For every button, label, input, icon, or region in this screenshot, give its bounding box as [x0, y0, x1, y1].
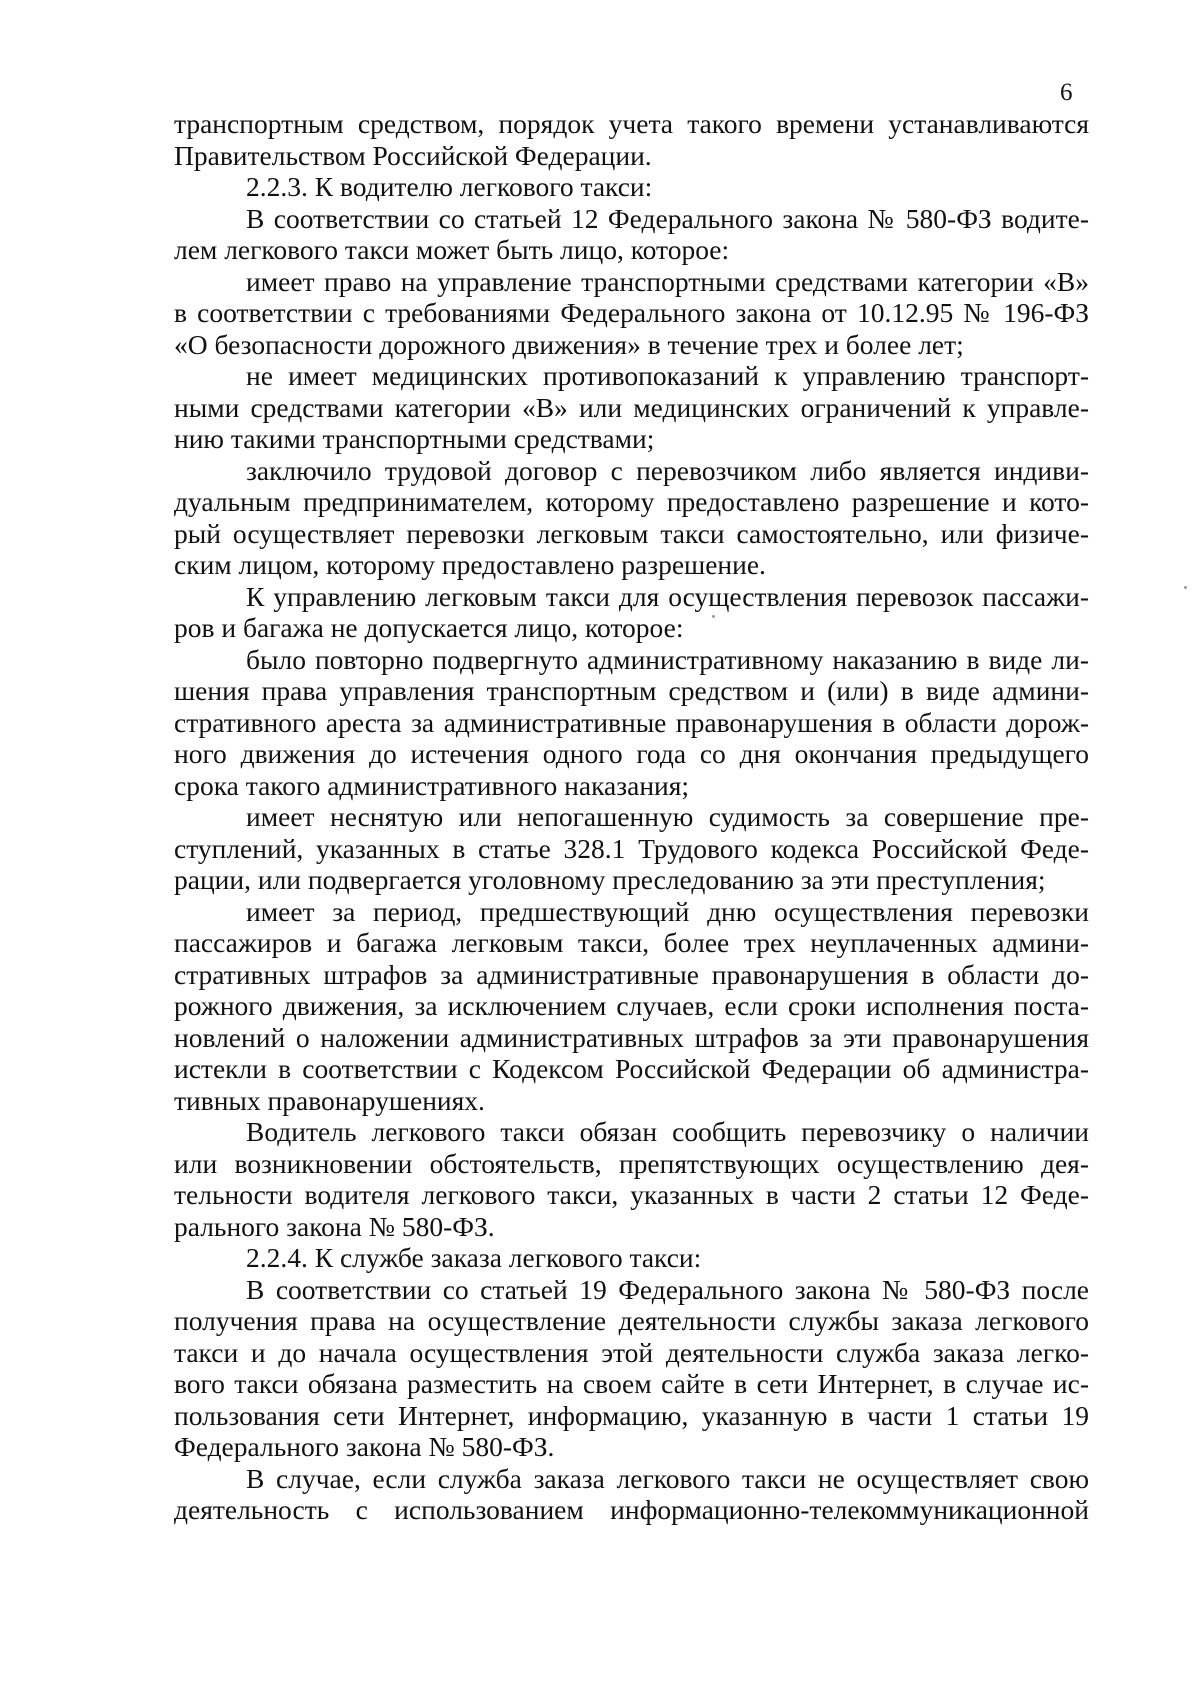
text-line: рожного движения, за исключением случаев, если сроки исполнения поста-	[174, 990, 1089, 1021]
text-line: было повторно подвергнуто административному наказанию в виде ли-	[246, 643, 1089, 675]
text-line: заключило трудовой договор с перевозчиком либо является индиви-	[246, 454, 1089, 486]
text-line: имеет право на управление транспортными средствами категории «В»	[246, 265, 1089, 297]
text-line: 2.2.4. К службе заказа легкового такси:	[246, 1242, 702, 1273]
text-line: имеет неснятую или непогашенную судимость за совершение пре-	[246, 801, 1089, 832]
scan-speck	[712, 615, 715, 618]
text-line: срока такого административного наказания;	[174, 769, 690, 801]
text-line: тивных правонарушениях.	[174, 1084, 485, 1116]
text-line: ров и багажа не допускается лицо, которое:	[174, 612, 684, 643]
text-line: новлений о наложении административных штрафов за эти правонарушения	[174, 1021, 1089, 1053]
text-line: такси и до начала осуществления этой деятельности служба заказа легко-	[174, 1336, 1089, 1368]
text-line: транспортным средством, порядок учета такого времени устанавливаются	[174, 108, 1089, 139]
text-line: В соответствии со статьей 12 Федерального закона № 580-ФЗ водите-	[246, 202, 1089, 234]
text-line: ским лицом, которому предоставлено разрешение.	[174, 549, 766, 580]
text-line: стративных штрафов за административные правонарушения в области до-	[174, 958, 1089, 990]
text-line: нию такими транспортными средствами;	[174, 423, 655, 454]
text-line: или возникновении обстоятельств, препятствующих осуществлению дея-	[174, 1147, 1089, 1179]
text-line: 2.2.3. К водителю легкового такси:	[246, 171, 653, 202]
text-line: Водитель легкового такси обязан сообщить перевозчику о наличии	[246, 1116, 1089, 1147]
text-line: шения права управления транспортным средством и (или) в виде админи-	[174, 675, 1089, 706]
text-line: рации, или подвергается уголовному преследованию за эти преступления;	[174, 864, 1046, 895]
text-line: ного движения до истечения одного года со дня окончания предыдущего	[174, 738, 1089, 769]
text-line: пользования сети Интернет, информацию, указанную в части 1 статьи 19	[174, 1399, 1089, 1431]
text-line: в соответствии с требованиями Федерального закона от 10.12.95 № 196-ФЗ	[174, 297, 1089, 328]
text-line: Федерального закона № 580-ФЗ.	[174, 1431, 555, 1462]
text-line: «О безопасности дорожного движения» в течение трех и более лет;	[174, 328, 964, 360]
text-line: ступлений, указанных в статье 328.1 Трудового кодекса Российской Феде-	[174, 832, 1089, 864]
text-line: В случае, если служба заказа легкового такси не осуществляет свою	[246, 1462, 1089, 1494]
text-line: получения права на осуществление деятельности службы заказа легкового	[174, 1305, 1089, 1336]
scan-speck	[1184, 586, 1187, 589]
text-line: тельности водителя легкового такси, указанных в части 2 статьи 12 Феде-	[174, 1179, 1089, 1210]
text-line: стративного ареста за административные правонарушения в области дорож-	[174, 706, 1089, 738]
text-line: Правительством Российской Федерации.	[174, 139, 652, 171]
text-line: истекли в соответствии с Кодексом Российской Федерации об администра-	[174, 1053, 1089, 1084]
text-line: лем легкового такси может быть лицо, которое:	[174, 234, 730, 265]
text-line: рального закона № 580-ФЗ.	[174, 1210, 495, 1242]
text-line: рый осуществляет перевозки легковым такси самостоятельно, или физиче-	[174, 517, 1089, 549]
text-line: К управлению легковым такси для осуществления перевозок пассажи-	[246, 580, 1089, 612]
text-line: вого такси обязана разместить на своем сайте в сети Интернет, в случае ис-	[174, 1368, 1089, 1399]
text-line: В соответствии со статьей 19 Федерального закона № 580-ФЗ после	[246, 1273, 1089, 1305]
text-line: имеет за период, предшествующий дню осуществления перевозки	[246, 895, 1089, 927]
text-line: не имеет медицинских противопоказаний к управлению транспорт-	[246, 360, 1089, 391]
body-text	[174, 108, 1089, 1526]
text-line: дуальным предпринимателем, которому предоставлено разрешение и кото-	[174, 486, 1089, 517]
text-line: деятельность с использованием информационно-телекоммуникационной	[174, 1494, 1089, 1525]
page-number: 6	[1060, 79, 1073, 106]
text-line: пассажиров и багажа легковым такси, более трех неуплаченных админи-	[174, 927, 1089, 958]
text-line: ными средствами категории «В» или медицинских ограничений к управле-	[174, 391, 1089, 423]
